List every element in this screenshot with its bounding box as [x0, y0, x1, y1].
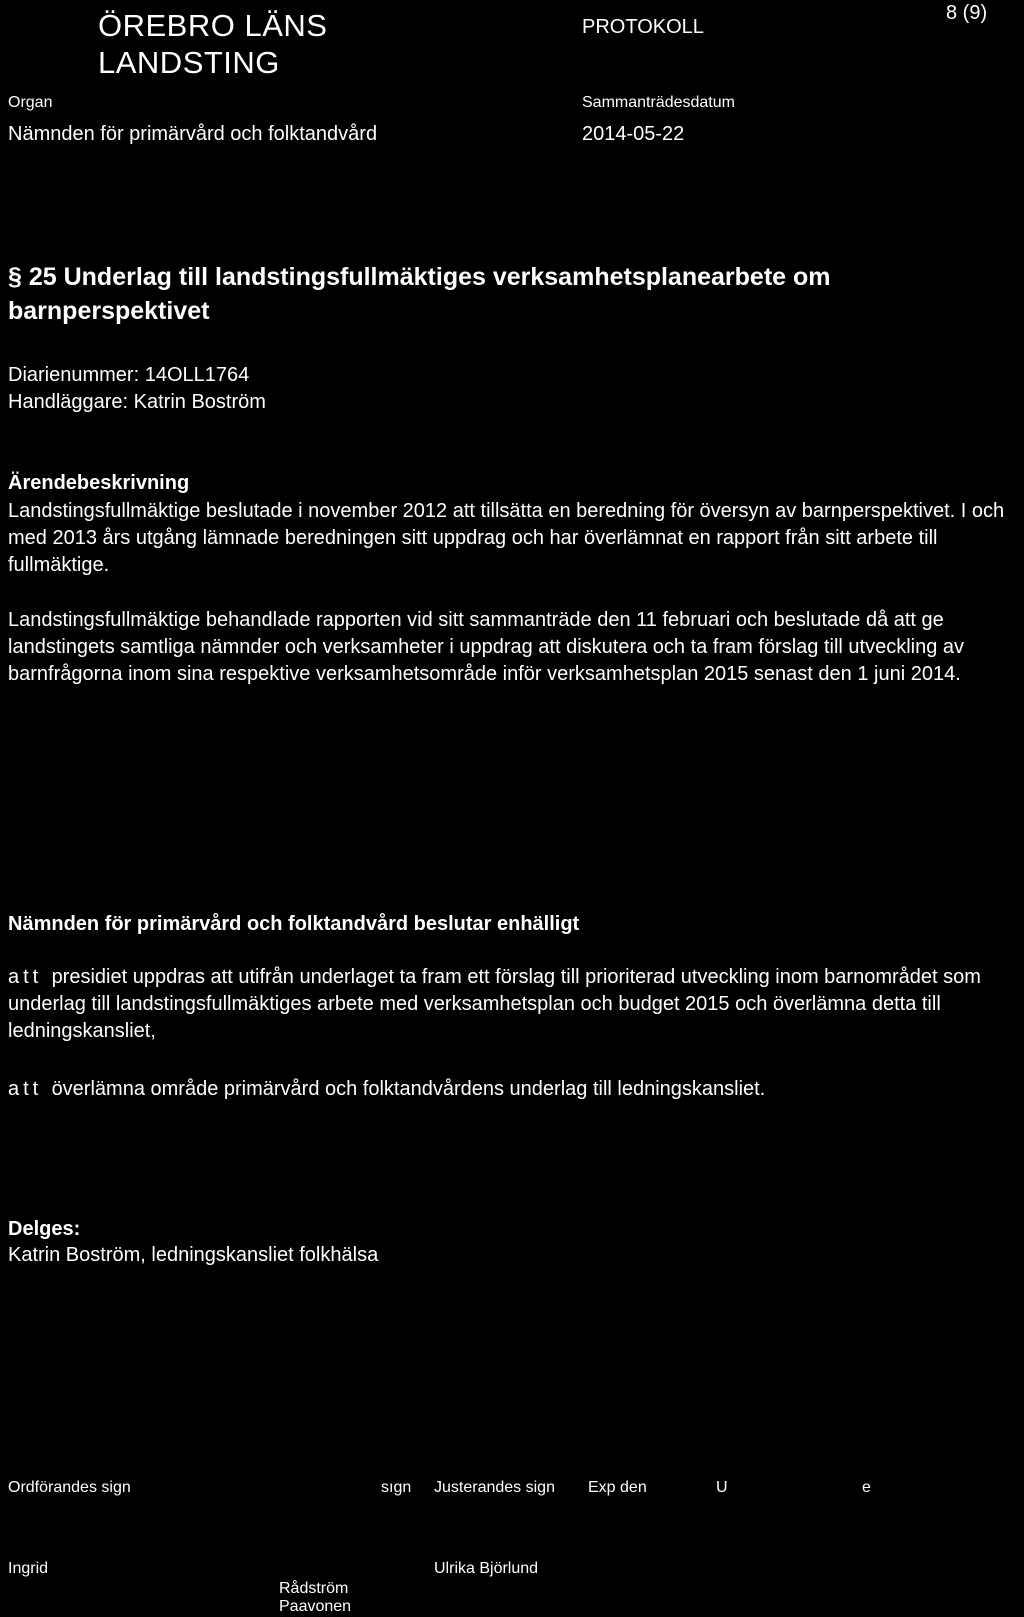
org-logo-line1: ÖREBRO LÄNS [98, 8, 328, 43]
att-prefix: att [8, 1078, 43, 1100]
description-heading: Ärendebeskrivning [8, 472, 190, 494]
signer-name-2b: Paavonen [279, 1598, 352, 1615]
e-fragment: e [862, 1479, 871, 1496]
signer-name-1: Ingrid [8, 1560, 49, 1577]
date-value: 2014-05-22 [582, 123, 685, 145]
delges-value: Katrin Boström, ledningskansliet folkhälsa [8, 1244, 379, 1266]
organ-value: Nämnden för primärvård och folktandvård [8, 123, 378, 145]
description-para1: Landstingsfullmäktige beslutade i november 2012 att tillsätta en beredning för översyn av barnperspektivet. I och med 2013 års utgång lämnade beredningen sitt uppdrag och har överlämnat en rapport från sitt arbete till fullmäktige. [8, 500, 1005, 576]
ordf-sign-label: Ordförandes sign [8, 1479, 131, 1496]
sign-fragment: sıgn [381, 1479, 412, 1496]
decision-heading: Nämnden för primärvård och folktandvård beslutar enhälligt [8, 913, 580, 935]
decision-item-1-text: presidiet uppdras att utifrån underlaget ta fram ett förslag till prioriterad utveckling inom barnområdet som underlag till landstingsfullmäktiges arbete med verksamhetsplan och budget 2015 och överlämna detta till ledningskansliet, [8, 966, 981, 1042]
diarienummer: Diarienummer: 14OLL1764 [8, 364, 250, 386]
u-fragment: U [716, 1479, 728, 1496]
organ-label: Organ [8, 94, 53, 111]
exp-label: Exp den [588, 1479, 647, 1496]
att-prefix: att [8, 966, 43, 988]
handlaggare: Handläggare: Katrin Boström [8, 391, 266, 413]
item-title: § 25 Underlag till landstingsfullmäktiges verksamhetsplanearbete om barnperspektivet [8, 263, 831, 325]
signer-name-3: Ulrika Björlund [434, 1560, 539, 1577]
signer-name-2a: Rådström [279, 1580, 349, 1597]
delges-label: Delges: [8, 1218, 81, 1240]
decision-item-2 [8, 1076, 1008, 1103]
page-number: 8 (9) [946, 2, 988, 24]
decision-item-1 [8, 964, 1008, 1045]
decision-item-2-text: överlämna område primärvård och folktandvårdens underlag till ledningskansliet. [51, 1078, 766, 1100]
date-label: Sammanträdesdatum [582, 94, 735, 111]
description-para2: Landstingsfullmäktige behandlade rapporten vid sitt sammanträde den 11 februari och beslutade då att ge landstingets samtliga nämnder och verksamheter i uppdrag att diskutera och ta fram förslag till utveckling av barnfrågorna inom sina respektive verksamhetsområde inför verksamhetsplan 2015 senast den 1 juni 2014. [8, 609, 965, 685]
doc-type: PROTOKOLL [582, 16, 704, 38]
just-sign-label: Justerandes sign [434, 1479, 555, 1496]
org-logo-line2: LANDSTING [98, 45, 280, 80]
